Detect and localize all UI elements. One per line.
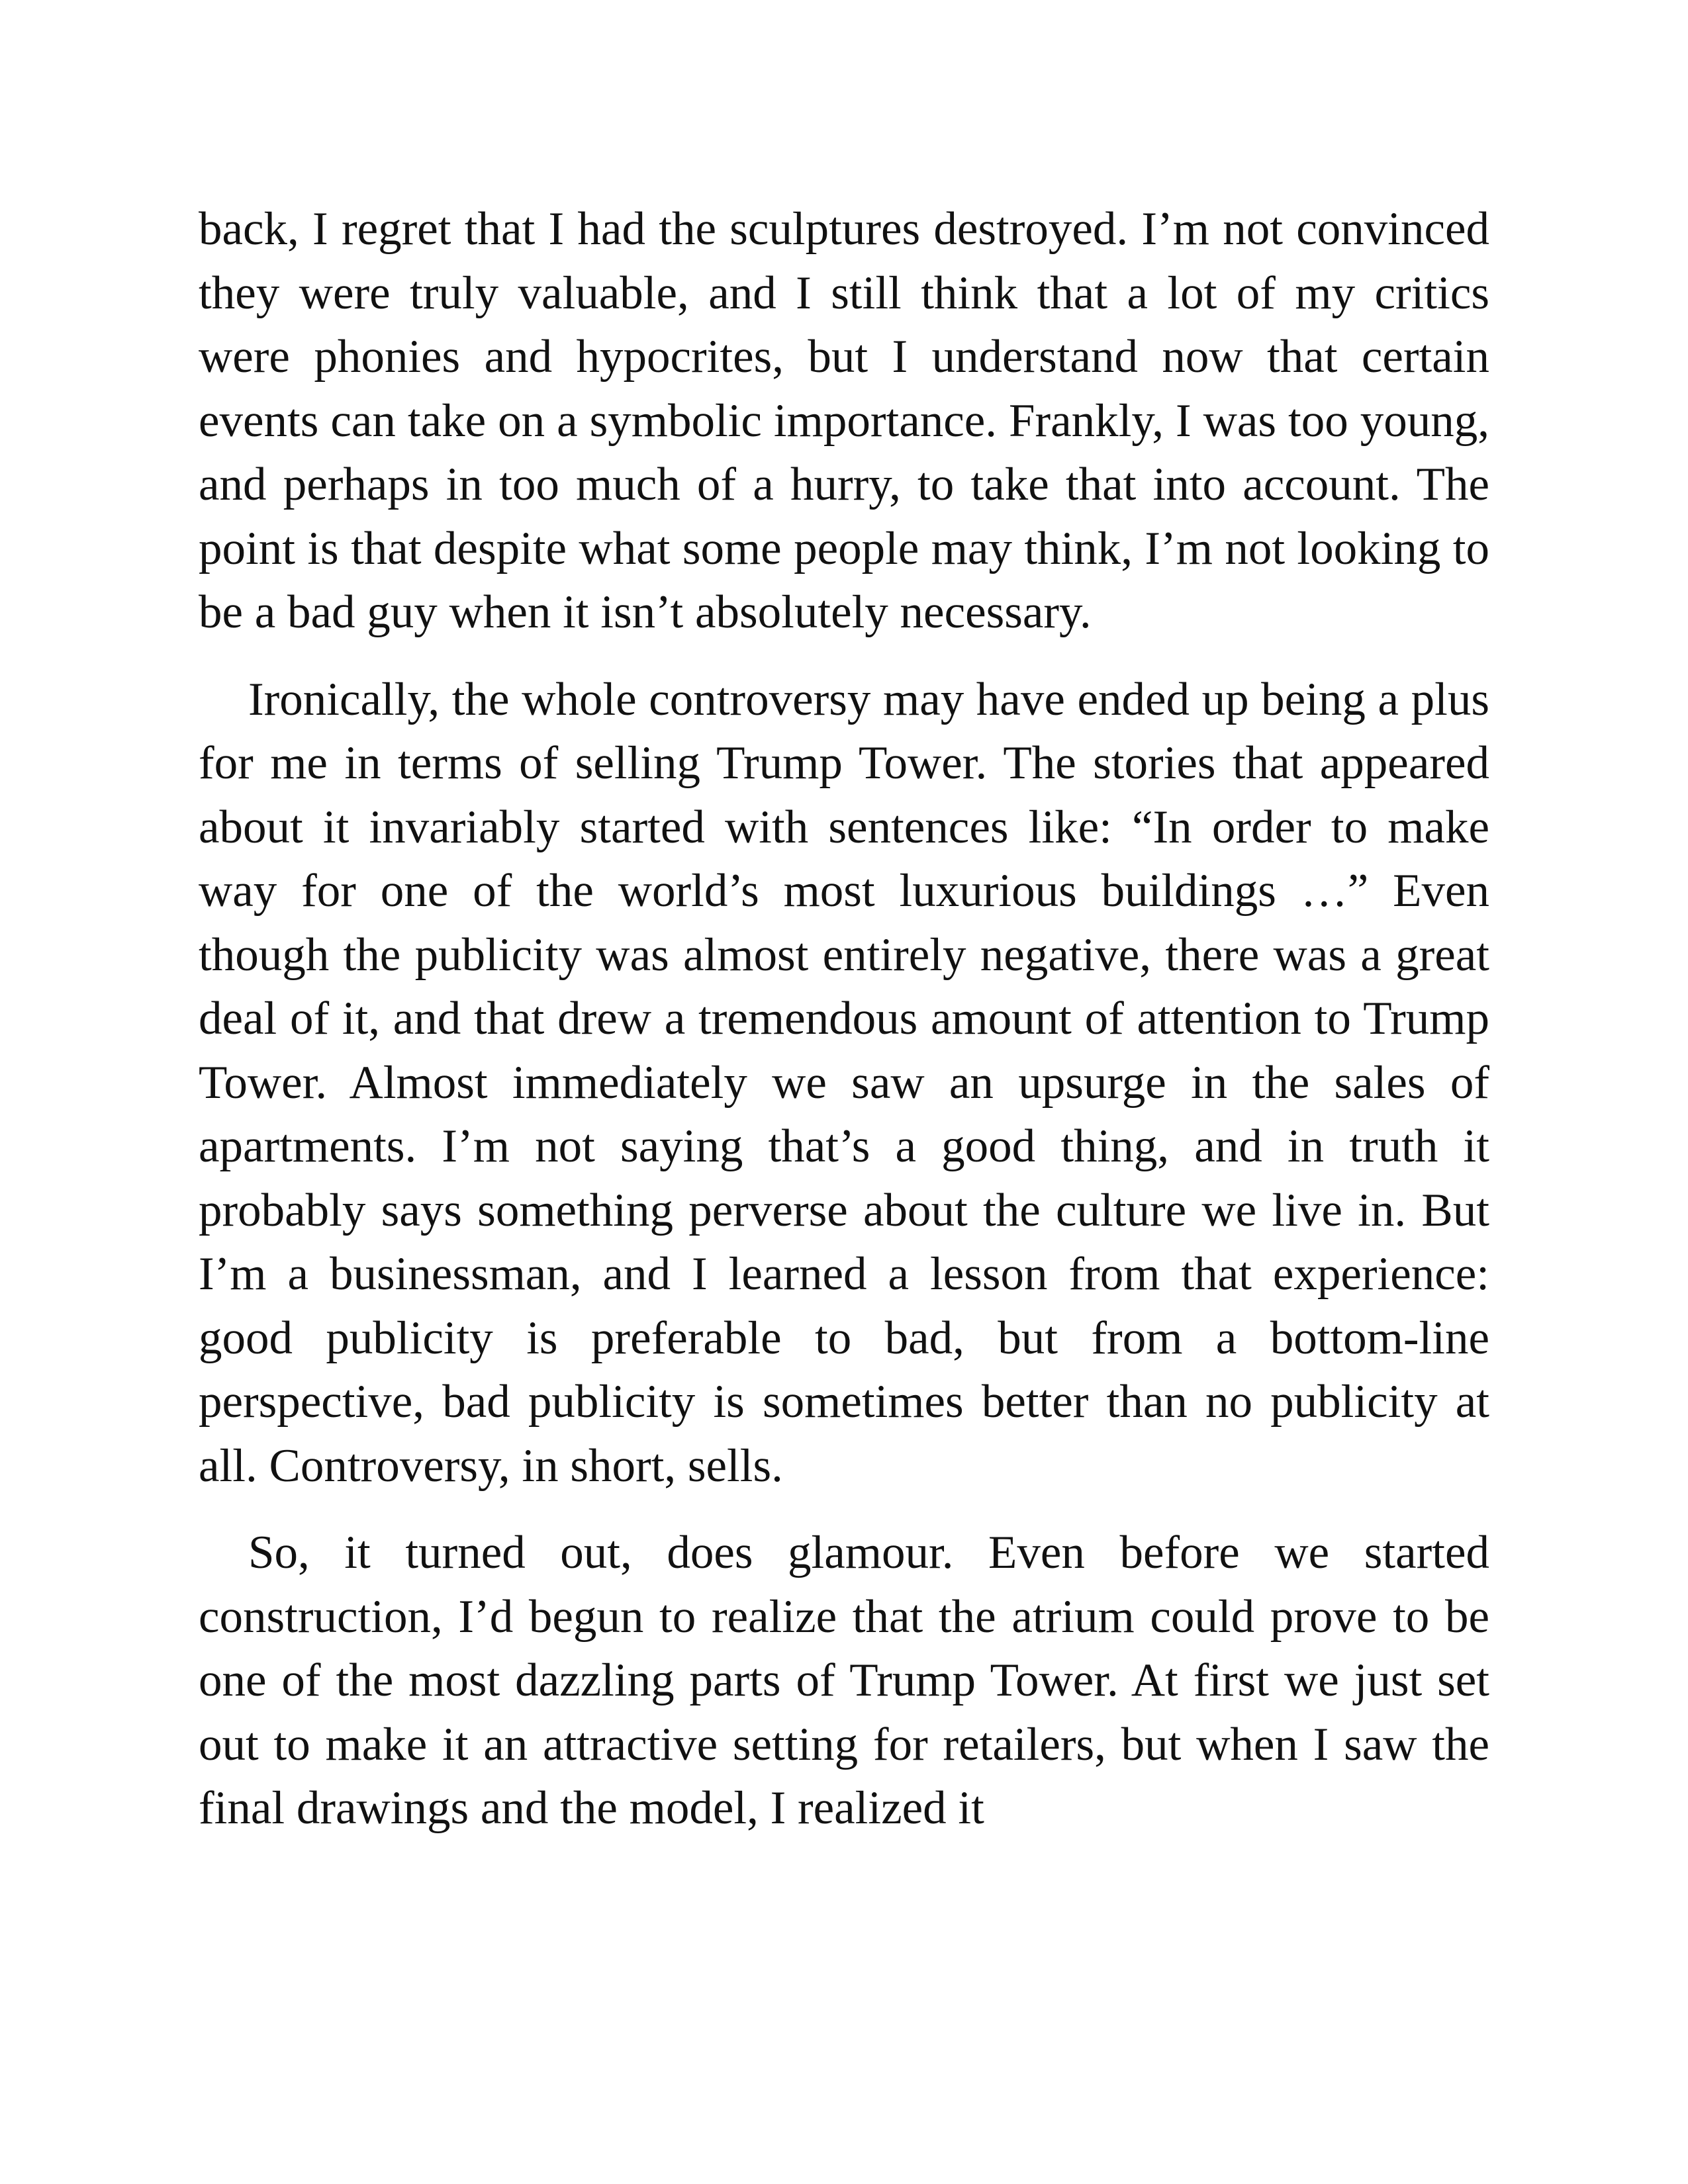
paragraph-1: back, I regret that I had the sculptures destroyed. I’m not convinced they were truly valuable, and I still think that a lot of my critics were phonies and hypocrites, but I understand now that certain events can take on a symbolic importance. Frankly, I was too young, and perhaps in too much of a hurry, to take that into account. The point is that despite what some people may think, I’m not looking to be a bad guy when it isn’t absolutely necessary. (199, 203, 1489, 638)
paragraph-3: So, it turned out, does glamour. Even before we started construction, I’d begun to realize that the atrium could prove to be one of the most dazzling parts of Trump Tower. At first we just set out to make it an attractive setting for retailers, but when I saw the final drawings and the model, I realized it (199, 1527, 1489, 1834)
paragraph-2: Ironically, the whole controversy may have ended up being a plus for me in terms of selling Trump Tower. The stories that appeared about it invariably started with sentences like: “In order to make way for one of the world’s most luxurious buildings …” Even though the publicity was almost entirely negative, there was a great deal of it, and that drew a tremendous amount of attention to Trump Tower. Almost immediately we saw an upsurge in the sales of apartments. I’m not saying that’s a good thing, and in truth it probably says something perverse about the culture we live in. But I’m a businessman, and I learned a lesson from that experience: good publicity is preferable to bad, but from a bottom-line perspective, bad publicity is sometimes better than no publicity at all. Controversy, in short, sells. (199, 673, 1489, 1492)
body-text (199, 197, 1489, 1864)
